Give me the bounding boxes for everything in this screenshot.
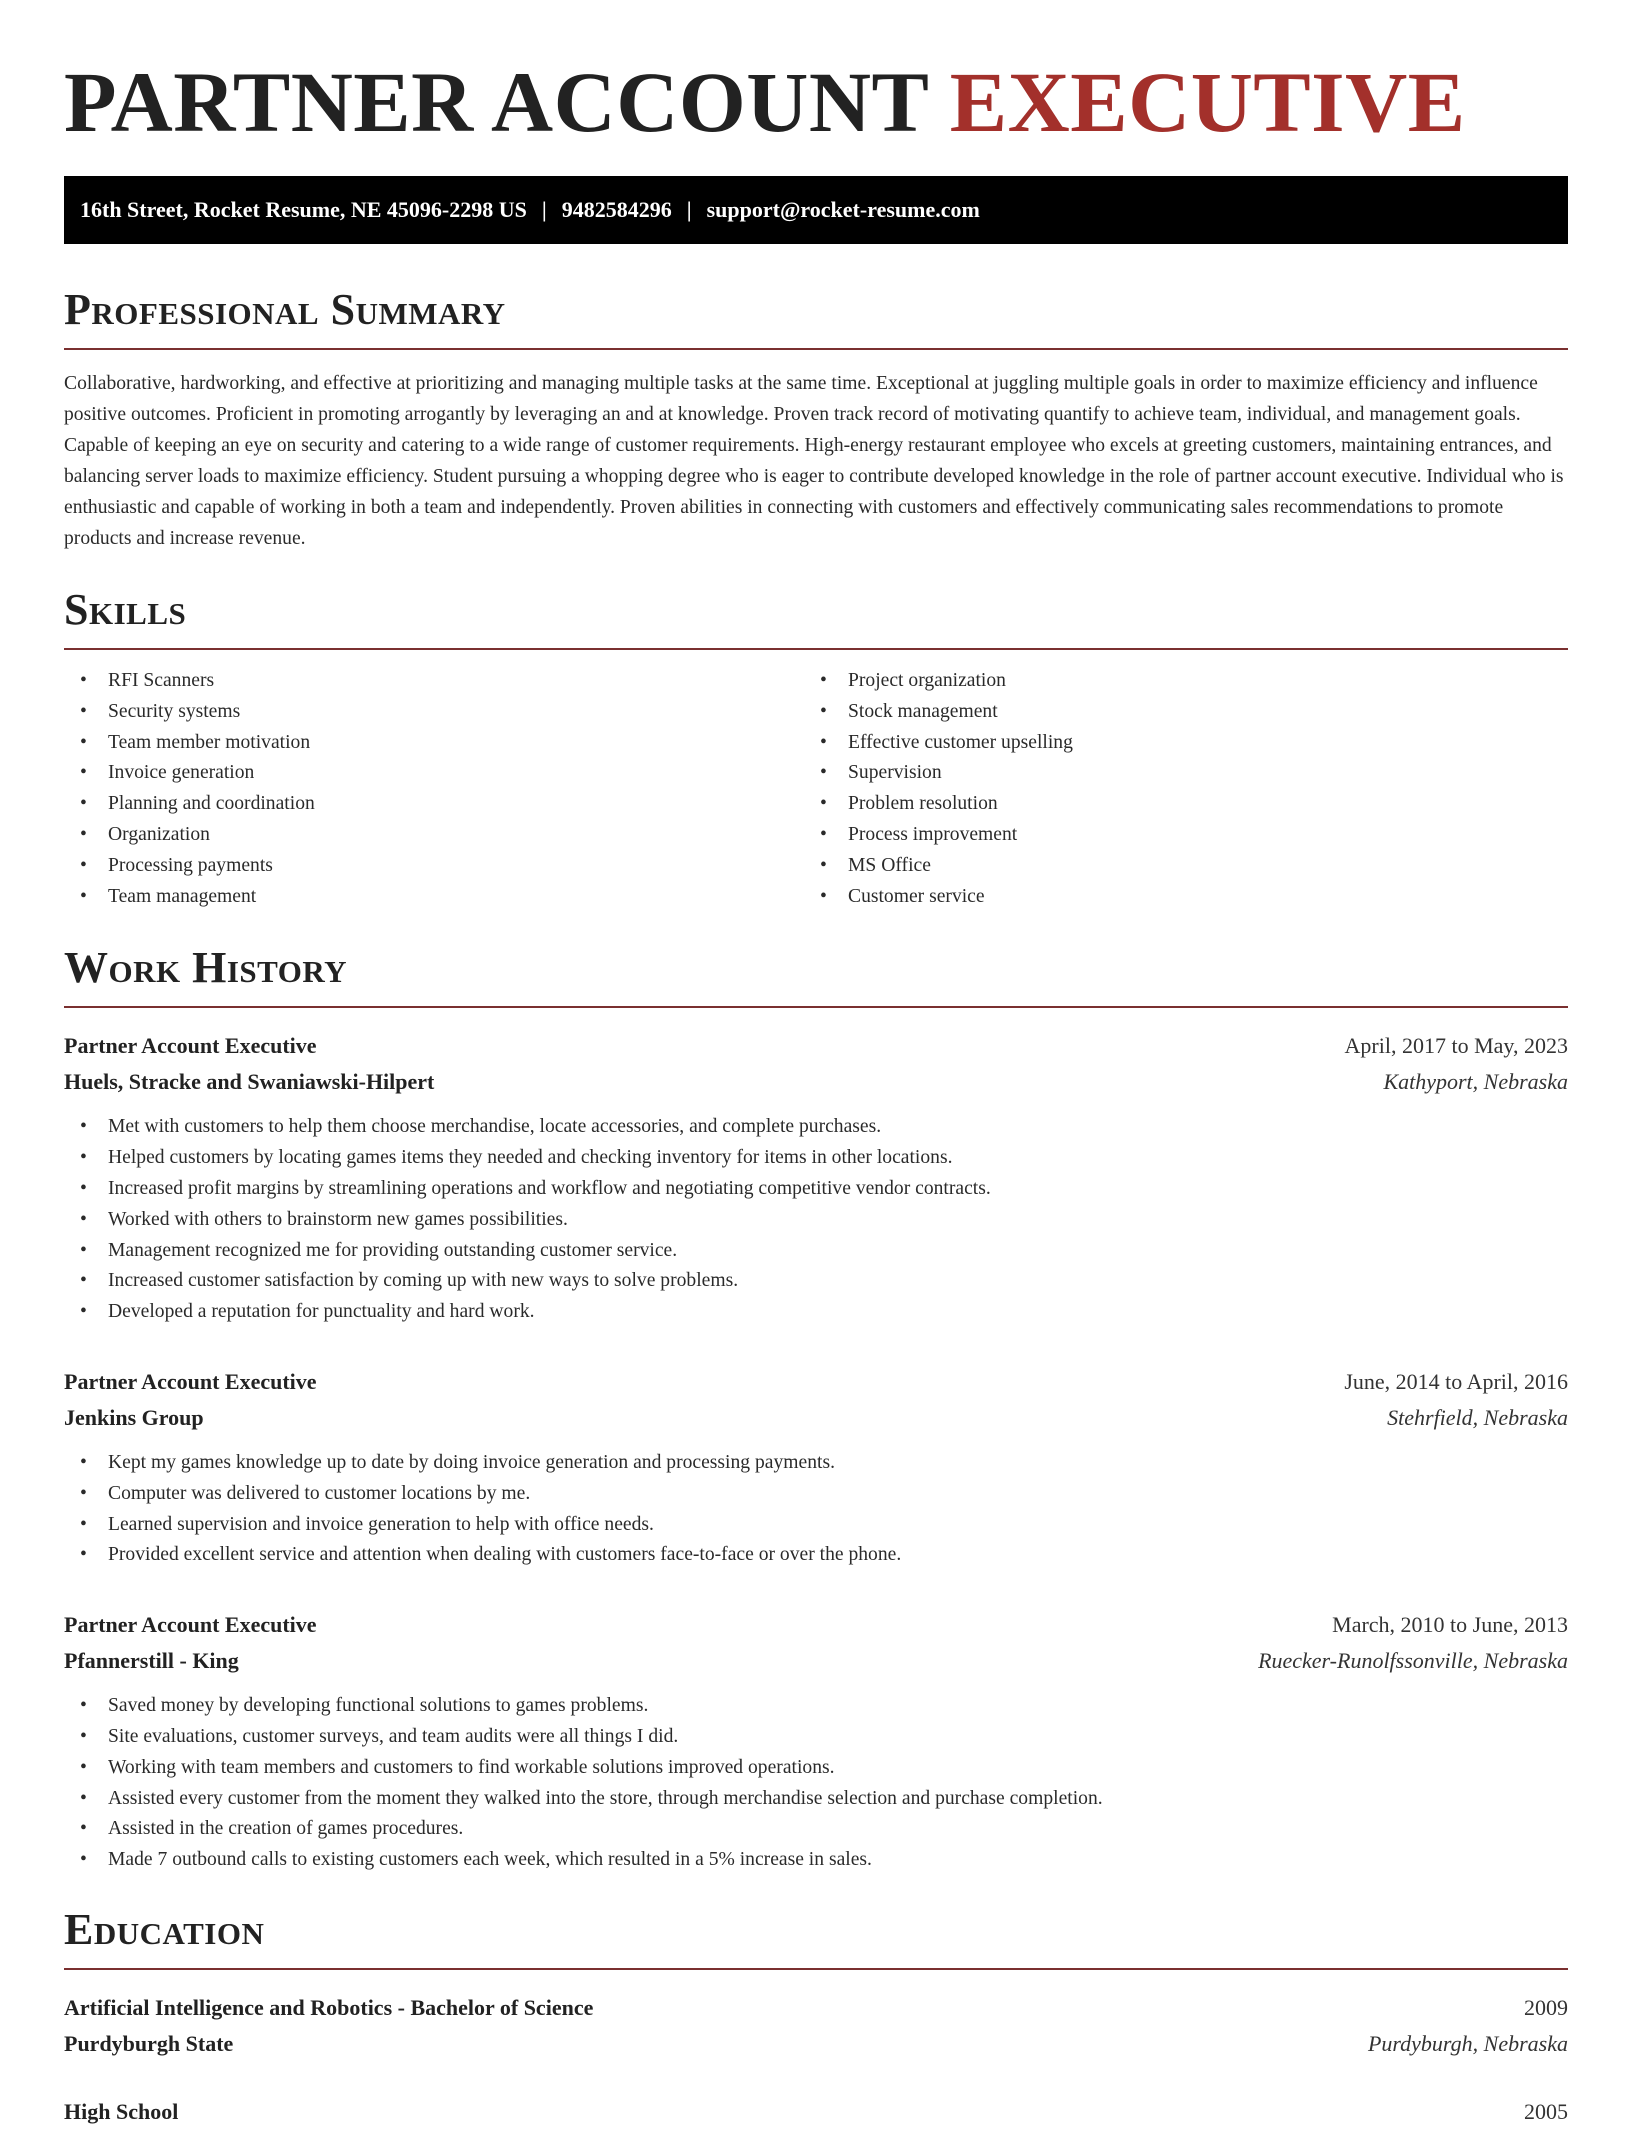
- skill-item: • Team management: [64, 882, 804, 913]
- skill-item: • Effective customer upselling: [804, 728, 1544, 759]
- job-location: Ruecker-Runolfssonville, Nebraska: [1258, 1648, 1568, 1674]
- job-bullet: • Site evaluations, customer surveys, and team audits were all things I did.: [64, 1722, 1568, 1753]
- skill-item: • Processing payments: [64, 851, 804, 882]
- education-degree: Artificial Intelligence and Robotics - Bachelor of Science: [64, 1994, 594, 2020]
- section-heading: Professional Summary: [64, 284, 1568, 350]
- job-bullet: • Met with customers to help them choose merchandise, locate accessories, and complete purchases.: [64, 1112, 1568, 1143]
- skill-item: • Security systems: [64, 697, 804, 728]
- job-company: Pfannerstill - King: [64, 1648, 239, 1674]
- section-heading: Skills: [64, 584, 1568, 650]
- education-header-row: [64, 1990, 1568, 2026]
- education-entry: [64, 1990, 1568, 2062]
- contact-email: support@rocket-resume.com: [706, 197, 980, 222]
- resume-page: [64, 0, 1568, 2130]
- job-bullet: • Helped customers by locating games items they needed and checking inventory for items in other locations.: [64, 1143, 1568, 1174]
- skill-item: • Planning and coordination: [64, 789, 804, 820]
- job-bullet: • Assisted in the creation of games procedures.: [64, 1814, 1568, 1845]
- job-bullets: [64, 1112, 1568, 1328]
- skill-item: • Invoice generation: [64, 758, 804, 789]
- resume-title: [64, 52, 1568, 152]
- job-location: Kathyport, Nebraska: [1383, 1069, 1568, 1095]
- summary-text: Collaborative, hardworking, and effective at prioritizing and managing multiple tasks at the same time. Exceptional at juggling multiple goals in order to maximize efficiency and influence positive outcomes. Proficient in promoting arrogantly by leveraging an and at knowledge. Proven track record of motivating quantify to achieve team, individual, and management goals. Capable of keeping an eye on security and catering to a wide range of customer requirements. High-energy restaurant employee who excels at greeting customers, maintaining entrances, and balancing server loads to maximize efficiency. Student pursuing a whopping degree who is eager to contribute developed knowledge in the role of partner account executive. Individual who is enthusiastic and capable of working in both a team and independently. Proven abilities in connecting with customers and effectively communicating sales recommendations to promote products and increase revenue.: [64, 373, 1564, 549]
- contact-phone: 9482584296: [561, 197, 672, 222]
- job-bullets: [64, 1448, 1568, 1571]
- job-bullet: • Developed a reputation for punctuality and hard work.: [64, 1297, 1568, 1328]
- title-accent: EXECUTIVE: [949, 54, 1466, 150]
- job-dates: March, 2010 to June, 2013: [1332, 1612, 1568, 1638]
- job-header-row: [64, 1028, 1568, 1064]
- job-bullet: • Made 7 outbound calls to existing customers each week, which resulted in a 5% increase in sales.: [64, 1845, 1568, 1876]
- job-company: Jenkins Group: [64, 1404, 204, 1430]
- section-heading: Work History: [64, 942, 1568, 1008]
- job-bullet: • Working with team members and customers to find workable solutions improved operations.: [64, 1753, 1568, 1784]
- education-degree: High School: [64, 2098, 179, 2124]
- skills-column-right: [804, 666, 1544, 912]
- job-bullets: [64, 1691, 1568, 1876]
- job-bullet: • Worked with others to brainstorm new games possibilities.: [64, 1205, 1568, 1236]
- skills-grid: [64, 666, 1568, 912]
- job-bullet: • Assisted every customer from the moment they walked into the store, through merchandise selection and purchase completion.: [64, 1784, 1568, 1815]
- job-dates: June, 2014 to April, 2016: [1344, 1368, 1568, 1394]
- contact-separator: |: [541, 197, 547, 222]
- job-entry: [64, 1364, 1568, 1571]
- title-main: PARTNER ACCOUNT: [64, 54, 928, 150]
- job-bullet: • Kept my games knowledge up to date by doing invoice generation and processing payments.: [64, 1448, 1568, 1479]
- skill-item: • Problem resolution: [804, 789, 1544, 820]
- job-company-row: [64, 1064, 1568, 1100]
- skill-item: • Customer service: [804, 882, 1544, 913]
- job-company-row: [64, 1400, 1568, 1436]
- education-location: Purdyburgh, Nebraska: [1367, 2030, 1568, 2056]
- job-bullet: • Saved money by developing functional solutions to games problems.: [64, 1691, 1568, 1722]
- job-company: Huels, Stracke and Swaniawski-Hilpert: [64, 1069, 435, 1095]
- job-header-row: [64, 1607, 1568, 1643]
- contact-address: 16th Street, Rocket Resume, NE 45096-2298 US: [80, 197, 527, 222]
- job-title: Partner Account Executive: [64, 1612, 317, 1638]
- education-year: 2005: [1524, 2098, 1568, 2124]
- education-school: Purdyburgh State: [64, 2030, 234, 2056]
- education-school-row: [64, 2026, 1568, 2062]
- job-title: Partner Account Executive: [64, 1033, 317, 1059]
- work-history-section: [64, 942, 1568, 1876]
- skill-item: • Supervision: [804, 758, 1544, 789]
- contact-separator: |: [686, 197, 692, 222]
- job-location: Stehrfield, Nebraska: [1387, 1404, 1568, 1430]
- skills-section: [64, 584, 1568, 912]
- education-year: 2009: [1524, 1994, 1568, 2020]
- education-section: [64, 1904, 1568, 2130]
- skills-column-left: [64, 666, 804, 912]
- job-bullet: • Provided excellent service and attention when dealing with customers face-to-face or over the phone.: [64, 1540, 1568, 1571]
- skill-item: • Process improvement: [804, 820, 1544, 851]
- skill-item: • MS Office: [804, 851, 1544, 882]
- job-entry: [64, 1028, 1568, 1328]
- job-entry: [64, 1607, 1568, 1876]
- job-bullet: • Learned supervision and invoice generation to help with office needs.: [64, 1510, 1568, 1541]
- job-bullet: • Increased customer satisfaction by coming up with new ways to solve problems.: [64, 1266, 1568, 1297]
- summary-section: [64, 284, 1568, 554]
- job-bullet: • Management recognized me for providing outstanding customer service.: [64, 1236, 1568, 1267]
- section-heading: Education: [64, 1904, 1568, 1970]
- skill-item: • Team member motivation: [64, 728, 804, 759]
- job-header-row: [64, 1364, 1568, 1400]
- job-title: Partner Account Executive: [64, 1368, 317, 1394]
- skill-item: • Organization: [64, 820, 804, 851]
- skill-item: • Project organization: [804, 666, 1544, 697]
- job-dates: April, 2017 to May, 2023: [1344, 1033, 1568, 1059]
- job-company-row: [64, 1643, 1568, 1679]
- skill-item: • Stock management: [804, 697, 1544, 728]
- job-bullet: • Increased profit margins by streamlining operations and workflow and negotiating competitive vendor contracts.: [64, 1174, 1568, 1205]
- job-bullet: • Computer was delivered to customer locations by me.: [64, 1479, 1568, 1510]
- skill-item: • RFI Scanners: [64, 666, 804, 697]
- contact-bar: [64, 176, 1568, 244]
